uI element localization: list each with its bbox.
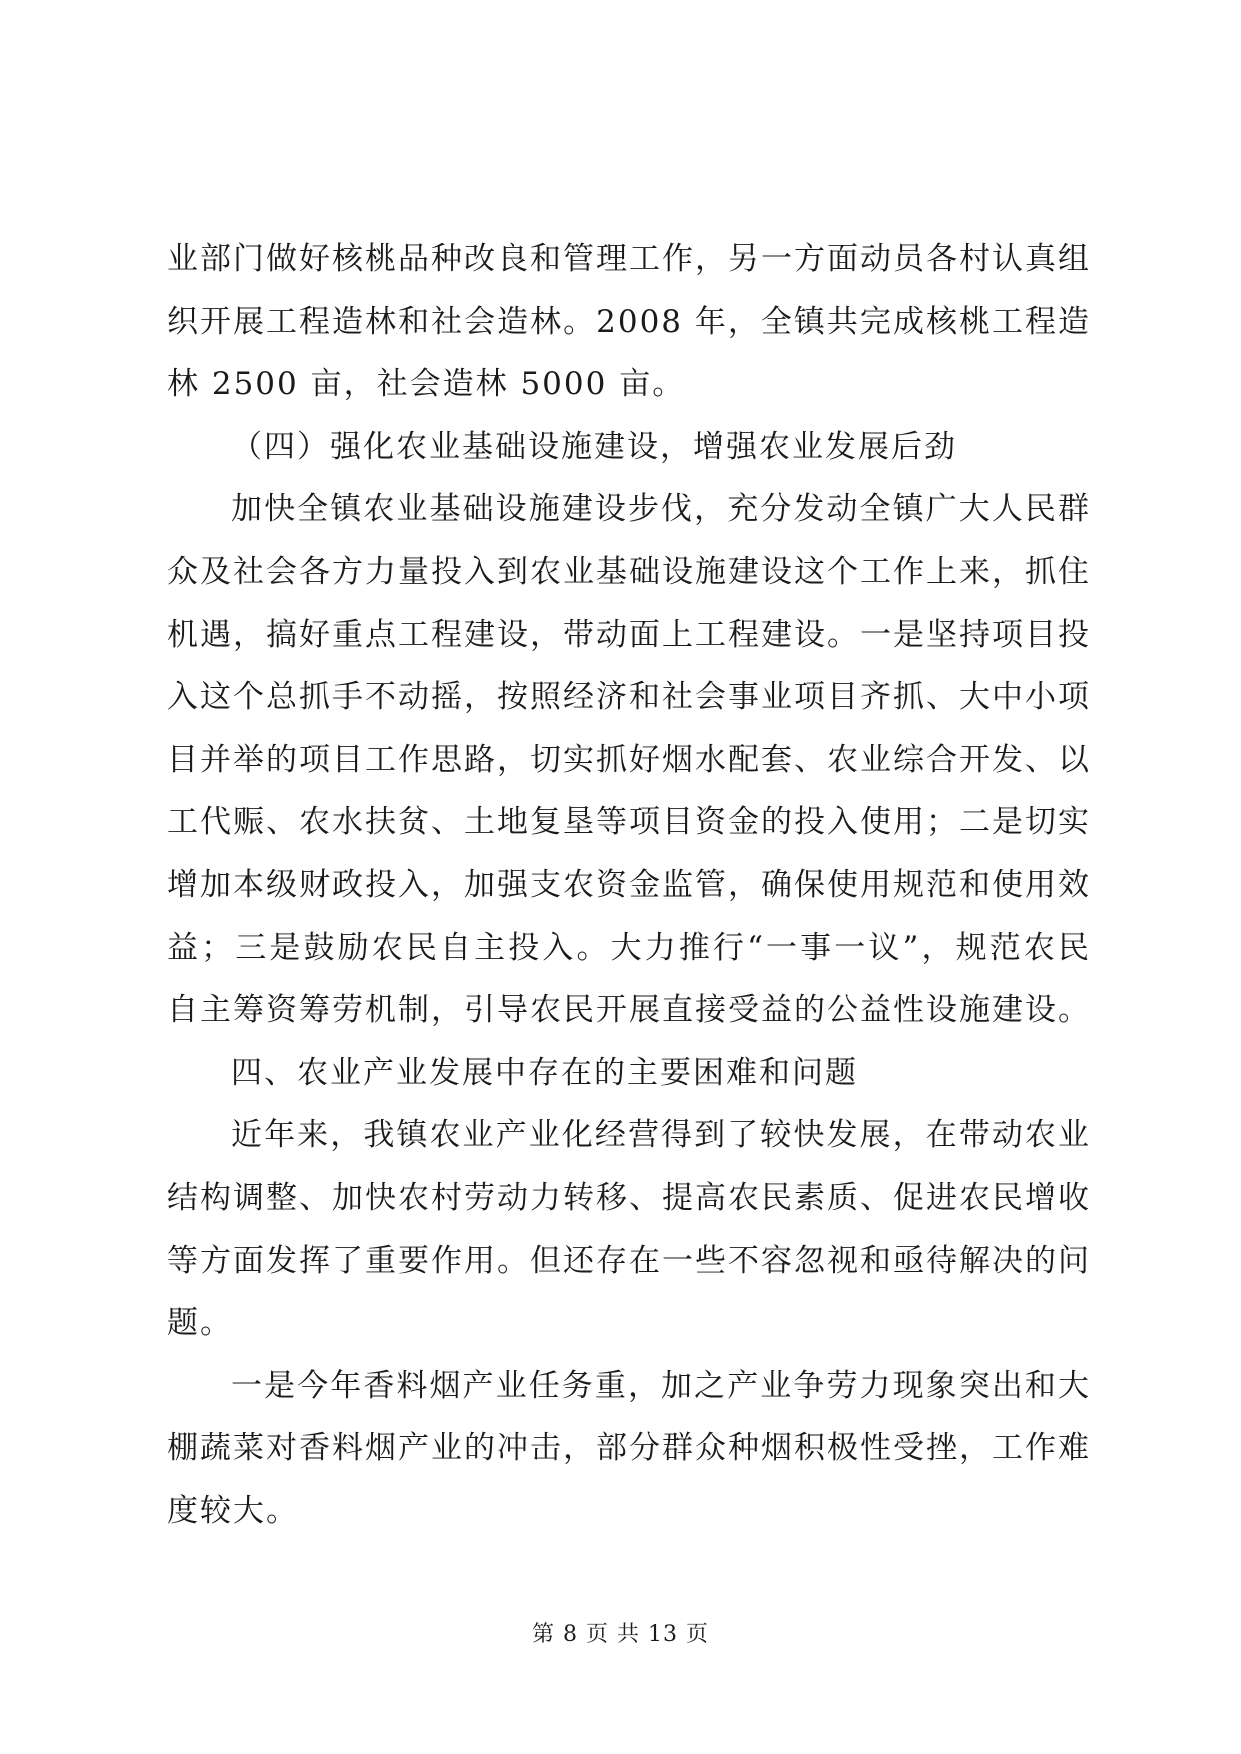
section-heading-problems: 四、农业产业发展中存在的主要困难和问题 (231, 1054, 858, 1091)
paragraph-continuation: 业部门做好核桃品种改良和管理工作，另一方面动员各村认真组织开展工程造林和社会造林。2008 年，全镇共完成核桃工程造林 2500 亩，社会造林 5000 亩。 (167, 241, 1091, 403)
paragraph-infrastructure: 加快全镇农业基础设施建设步伐，充分发动全镇广大人民群众及社会各方力量投入到农业基础设施建设这个工作上来，抓住机遇，搞好重点工程建设，带动面上工程建设。一是坚持项目投入这个总抓手不动摇，按照经济和社会事业项目齐抓、大中小项目并举的项目工作思路，切实抓好烟水配套、农业综合开发、以工代赈、农水扶贫、土地复垦等项目资金的投入使用；二是切实增加本级财政投入，加强支农资金监管，确保使用规范和使用效益；三是鼓励农民自主投入。大力推行“一事一议”，规范农民自主筹资筹劳机制，引导农民开展直接受益的公益性设施建设。 (167, 491, 1091, 1029)
document-body (167, 228, 1091, 1542)
paragraph-problem-one: 一是今年香料烟产业任务重，加之产业争劳力现象突出和大棚蔬菜对香料烟产业的冲击，部分群众种烟积极性受挫，工作难度较大。 (167, 1367, 1091, 1529)
paragraph-problems-intro: 近年来，我镇农业产业化经营得到了较快发展，在带动农业结构调整、加快农村劳动力转移、提高农民素质、促进农民增收等方面发挥了重要作用。但还存在一些不容忽视和亟待解决的问题。 (167, 1117, 1091, 1342)
page-footer: 第 8 页 共 13 页 (532, 1622, 709, 1647)
section-heading-infrastructure: （四）强化农业基础设施建设，增强农业发展后劲 (231, 428, 957, 465)
